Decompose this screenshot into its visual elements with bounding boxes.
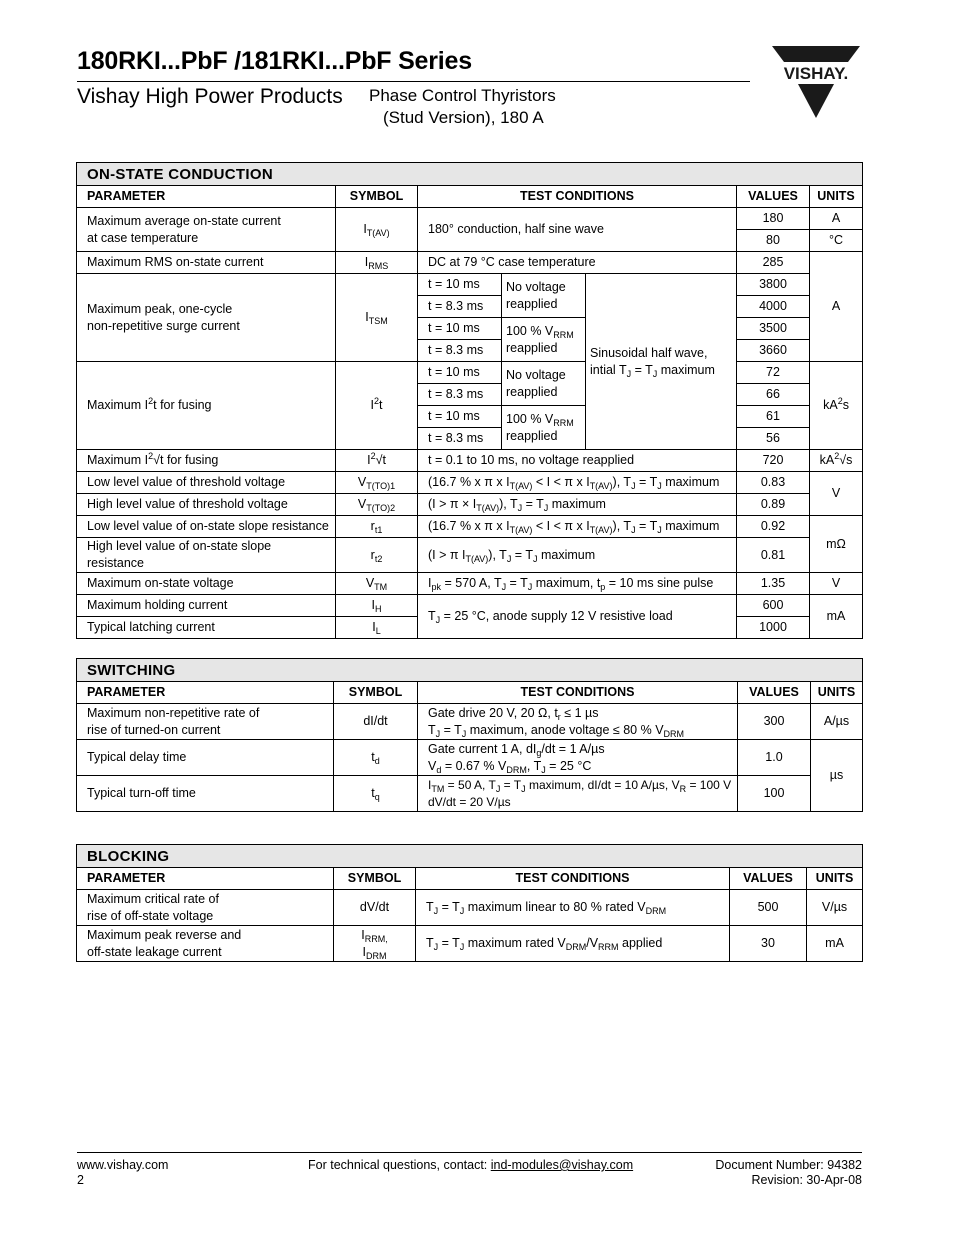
symbol-td: $t_d$ [334, 740, 418, 776]
symbol-il: $I_L$ [336, 617, 418, 639]
symbol-rt1: $r_{t1}$ [336, 516, 418, 538]
cond-i2rt: t = 0.1 to 10 ms, no voltage reapplied [418, 450, 737, 472]
col-symbol: SYMBOL [334, 868, 416, 890]
col-test-conditions: TEST CONDITIONS [416, 868, 730, 890]
cond-t83: t = 8.3 ms [418, 340, 502, 362]
switching-table [76, 658, 863, 812]
document-title: 180RKI...PbF /181RKI...PbF Series [77, 47, 472, 75]
value-i2t: 72 [737, 362, 810, 384]
symbol-didt: dI/dt [334, 704, 418, 740]
blocking-table [76, 844, 863, 962]
col-parameter: PARAMETER [77, 186, 336, 208]
symbol-ih: $I_H$ [336, 595, 418, 617]
cond-t10: t = 10 ms [418, 362, 502, 384]
symbol-vto2: $V_{T(TO)2}$ [336, 494, 418, 516]
footer-left [77, 1158, 168, 1188]
value-i2t: 56 [737, 428, 810, 450]
cond-t83: t = 8.3 ms [418, 384, 502, 406]
col-symbol: SYMBOL [336, 186, 418, 208]
cond-t10: t = 10 ms [418, 406, 502, 428]
unit-i2t: $kA^2s$ [810, 362, 863, 450]
param-rt-low: Low level value of on-state slope resistance [77, 516, 336, 538]
param-turnoff-time: Typical turn-off time [77, 776, 334, 812]
col-test-conditions: TEST CONDITIONS [418, 682, 738, 704]
symbol-irrm-idrm: $I_{RRM,}$ $I_{DRM}$ [334, 926, 416, 962]
contact-email-link[interactable]: ind-modules@vishay.com [490, 1158, 634, 1172]
cond-didt: Gate drive 20 V, 20 Ω, $t_r \le 1$ µs $T_J = T_J$ maximum, anode voltage ≤ 80 % $V_{DRM}$ [418, 704, 738, 740]
param-dvdt: Maximum critical rate of rise of off-state voltage [77, 890, 334, 926]
unit-time: µs [811, 740, 863, 812]
cond-rt-high: (I > π $I_{T(AV)}$), $T_J = T_J$ maximum [418, 538, 737, 573]
description-line-2: (Stud Version), 180 A [383, 108, 544, 127]
logo-text: VISHAY. [783, 64, 849, 83]
value-i2t: 61 [737, 406, 810, 428]
param-leakage-current: Maximum peak reverse and off-state leakage current [77, 926, 334, 962]
col-parameter: PARAMETER [77, 682, 334, 704]
col-test-conditions: TEST CONDITIONS [418, 186, 737, 208]
col-values: VALUES [730, 868, 807, 890]
param-holding-current: Maximum holding current [77, 595, 336, 617]
symbol-tq: $t_q$ [334, 776, 418, 812]
symbol-vtm: $V_{TM}$ [336, 573, 418, 595]
param-average-current: Maximum average on-state current at case temperature [77, 208, 336, 252]
col-parameter: PARAMETER [77, 868, 334, 890]
param-delay-time: Typical delay time [77, 740, 334, 776]
symbol-itsm: $I_{TSM}$ [336, 274, 418, 362]
cond-sinusoidal: Sinusoidal half wave, intial $T_J = T_J$ maximum [586, 274, 737, 450]
value-average-current: 180 [737, 208, 810, 230]
value-latching-current: 1000 [737, 617, 810, 639]
col-units: UNITS [807, 868, 863, 890]
param-surge-current: Maximum peak, one-cycle non-repetitive surge current [77, 274, 336, 362]
unit-dvdt: V/µs [807, 890, 863, 926]
cond-t10: t = 10 ms [418, 318, 502, 340]
col-units: UNITS [810, 186, 863, 208]
vishay-logo [768, 44, 864, 120]
value-rt-high: 0.81 [737, 538, 810, 573]
website-link[interactable]: www.vishay.com [77, 1158, 169, 1172]
cond-vt-low: (16.7 % x π x $I_{T(AV)} < I < \pi$ x $I_{T(AV)}$), $T_J = T_J$ maximum [418, 472, 737, 494]
section-title: ON-STATE CONDUCTION [77, 163, 863, 186]
footer-divider [77, 1152, 862, 1153]
unit-threshold-voltage: V [810, 472, 863, 516]
page-number: 2 [77, 1173, 84, 1187]
value-surge: 3500 [737, 318, 810, 340]
cond-leakage-current: $T_J = T_J$ maximum rated $V_{DRM}/V_{RRM}$ applied [416, 926, 730, 962]
value-didt: 300 [738, 704, 811, 740]
unit-slope-resistance: mΩ [810, 516, 863, 573]
value-vt-low: 0.83 [737, 472, 810, 494]
title-divider [77, 81, 750, 82]
value-turnoff-time: 100 [738, 776, 811, 812]
cond-no-voltage: No voltage reapplied [502, 362, 586, 406]
value-dvdt: 500 [730, 890, 807, 926]
value-leakage-current: 30 [730, 926, 807, 962]
value-delay-time: 1.0 [738, 740, 811, 776]
unit-vtm: V [810, 573, 863, 595]
cond-rms-current: DC at 79 °C case temperature [418, 252, 737, 274]
unit-case-temperature: °C [810, 230, 863, 252]
col-symbol: SYMBOL [334, 682, 418, 704]
product-description [369, 85, 556, 129]
value-i2t: 66 [737, 384, 810, 406]
param-didt: Maximum non-repetitive rate of rise of turned-on current [77, 704, 334, 740]
param-rms-current: Maximum RMS on-state current [77, 252, 336, 274]
cond-vtm: $I_{pk} = 570$ A, $T_J = T_J$ maximum, $t_p = 10$ ms sine pulse [418, 573, 737, 595]
cond-no-voltage: No voltage reapplied [502, 274, 586, 318]
unit-didt: A/µs [811, 704, 863, 740]
value-holding-current: 600 [737, 595, 810, 617]
symbol-irms: $I_{RMS}$ [336, 252, 418, 274]
footer-contact [308, 1158, 633, 1173]
col-units: UNITS [811, 682, 863, 704]
unit-holding-latching: mA [810, 595, 863, 639]
contact-label: For technical questions, contact: [308, 1158, 491, 1172]
param-vt-high: High level value of threshold voltage [77, 494, 336, 516]
cond-100-vrrm: 100 % $V_{RRM}$ reapplied [502, 406, 586, 450]
cond-delay-time: Gate current 1 A, $dI_g/dt = 1$ A/µs $V_d = 0.67$ % $V_{DRM}$, $T_J = 25$ °C [418, 740, 738, 776]
col-values: VALUES [737, 186, 810, 208]
document-number: Document Number: 94382 [715, 1158, 862, 1172]
value-vtm: 1.35 [737, 573, 810, 595]
revision: Revision: 30-Apr-08 [751, 1173, 862, 1187]
symbol-i2rt: $I^2√t$ [336, 450, 418, 472]
footer-right [700, 1158, 862, 1188]
value-i2rt: 720 [737, 450, 810, 472]
symbol-rt2: $r_{t2}$ [336, 538, 418, 573]
symbol-i2t: $I^2t$ [336, 362, 418, 450]
description-line-1: Phase Control Thyristors [369, 86, 556, 105]
unit-surge-current: A [810, 252, 863, 362]
value-surge: 3800 [737, 274, 810, 296]
cond-rt-low: (16.7 % x π x $I_{T(AV)} < I < \pi$ x $I_{T(AV)}$), $T_J = T_J$ maximum [418, 516, 737, 538]
on-state-conduction-table [76, 162, 863, 639]
unit-leakage-current: mA [807, 926, 863, 962]
symbol-dvdt: dV/dt [334, 890, 416, 926]
param-i2t: Maximum $I^2t$ for fusing [77, 362, 336, 450]
cond-holding-latching: $T_J = 25$ °C, anode supply 12 V resistive load [418, 595, 737, 639]
cond-t83: t = 8.3 ms [418, 296, 502, 318]
section-title: BLOCKING [77, 845, 863, 868]
param-i2rt: Maximum $I^2√t$ for fusing [77, 450, 336, 472]
col-values: VALUES [738, 682, 811, 704]
param-vtm: Maximum on-state voltage [77, 573, 336, 595]
value-surge: 3660 [737, 340, 810, 362]
value-rt-low: 0.92 [737, 516, 810, 538]
param-vt-low: Low level value of threshold voltage [77, 472, 336, 494]
symbol-vto1: $V_{T(TO)1}$ [336, 472, 418, 494]
section-title: SWITCHING [77, 659, 863, 682]
cond-dvdt: $T_J = T_J$ maximum linear to 80 % rated $V_{DRM}$ [416, 890, 730, 926]
unit-i2rt: $kA^2√s$ [810, 450, 863, 472]
cond-average-current: 180° conduction, half sine wave [418, 208, 737, 252]
cond-t10: t = 10 ms [418, 274, 502, 296]
document-subtitle: Vishay High Power Products [77, 85, 343, 108]
param-rt-high: High level value of on-state slope resistance [77, 538, 336, 573]
param-latching-current: Typical latching current [77, 617, 336, 639]
value-rms-current: 285 [737, 252, 810, 274]
symbol-it-av: $I_{T(AV)}$ [336, 208, 418, 252]
cond-100-vrrm: 100 % $V_{RRM}$ reapplied [502, 318, 586, 362]
cond-t83: t = 8.3 ms [418, 428, 502, 450]
value-surge: 4000 [737, 296, 810, 318]
cond-turnoff-time: $I_{TM} = 50$ A, $T_J = T_J$ maximum, dI/dt = 10 A/µs, $V_R = 100$ V dV/dt = 20 V/µs [418, 776, 738, 812]
cond-vt-high: $(I > \pi \times I_{T(AV)})$, $T_J = T_J$ maximum [418, 494, 737, 516]
value-case-temperature: 80 [737, 230, 810, 252]
value-vt-high: 0.89 [737, 494, 810, 516]
unit-average-current: A [810, 208, 863, 230]
